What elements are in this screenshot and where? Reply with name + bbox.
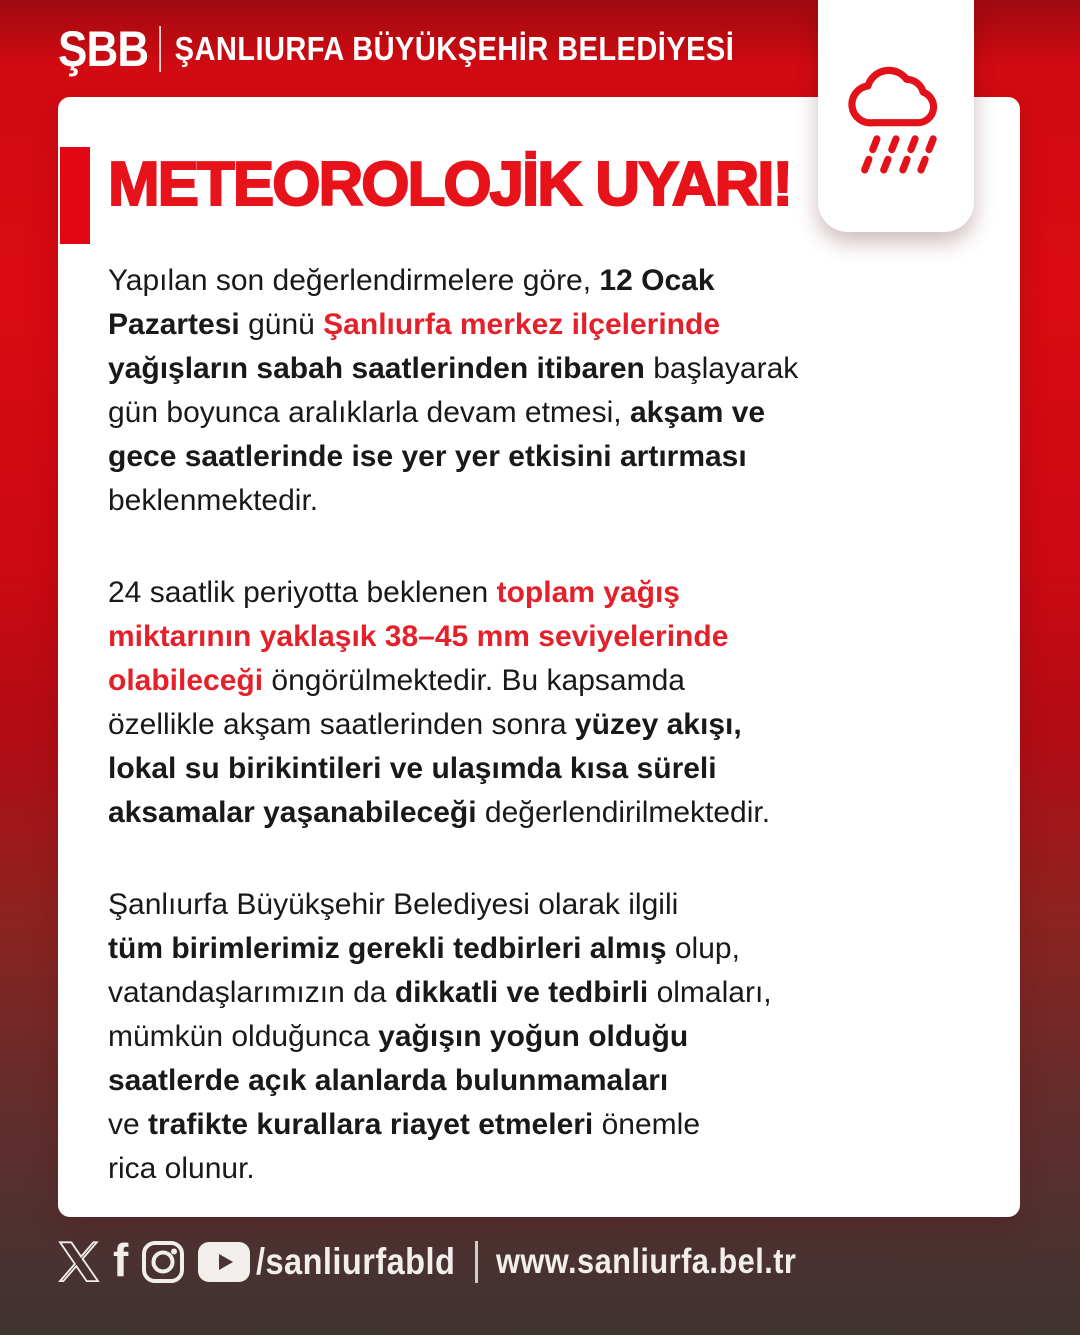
text-line (108, 703, 988, 747)
text-segment: Şanlıurfa merkez ilçelerinde (323, 308, 721, 341)
footer-divider (475, 1241, 478, 1283)
warning-card (58, 97, 1020, 1217)
text-segment: önemle (593, 1108, 701, 1141)
social-handle[interactable]: /sanliurfabld (256, 1241, 456, 1282)
text-line (108, 347, 988, 391)
paragraph (108, 883, 988, 1191)
text-segment: miktarının yaklaşık 38–45 mm seviyelerinde (108, 620, 729, 653)
sbb-logo: ŞBB (58, 21, 149, 77)
weather-icon-tab (818, 0, 974, 232)
x-icon[interactable] (58, 1241, 100, 1283)
text-segment: gün boyunca aralıklarla devam etmesi, (108, 396, 630, 429)
text-segment: trafikte kurallara riayet etmeleri (148, 1108, 594, 1141)
text-segment: 12 Ocak (599, 264, 715, 297)
text-segment: Şanlıurfa Büyükşehir Belediyesi olarak ilgili (108, 888, 679, 921)
text-segment: tüm birimlerimiz gerekli tedbirleri almış (108, 932, 667, 965)
organization-name: ŞANLIURFA BÜYÜKŞEHİR BELEDİYESİ (174, 30, 735, 67)
text-line (108, 303, 988, 347)
text-line (108, 1103, 988, 1147)
header-divider (159, 26, 161, 72)
text-segment: günü (239, 308, 324, 341)
text-segment: olup, (666, 932, 740, 965)
text-segment: rica olunur. (108, 1152, 255, 1185)
text-line (108, 479, 988, 523)
cloud-rain-icon (834, 49, 958, 183)
facebook-icon[interactable]: f (113, 1234, 129, 1286)
text-segment: gece saatlerinde ise yer yer etkisini artırması (108, 440, 747, 473)
text-segment: saatlerde açık alanlarda bulunmamaları (108, 1064, 669, 1097)
text-segment: yüzey akışı, (574, 708, 742, 741)
text-segment: mümkün olduğunca (108, 1020, 379, 1053)
text-line (108, 971, 988, 1015)
text-segment: 24 saatlik periyotta beklenen (108, 576, 497, 609)
page-title: METEOROLOJİK UYARI! (108, 150, 792, 219)
text-segment: yağışın yoğun olduğu (378, 1020, 689, 1053)
paragraph (108, 571, 988, 835)
text-line (108, 435, 988, 479)
website-url[interactable]: www.sanliurfa.bel.tr (495, 1242, 797, 1281)
text-segment: beklenmektedir. (108, 484, 319, 517)
text-segment: vatandaşlarımızın da (108, 976, 395, 1009)
text-segment: toplam yağış (496, 576, 680, 609)
instagram-icon[interactable] (141, 1240, 185, 1284)
text-line (108, 747, 988, 791)
text-segment: özellikle akşam saatlerinden sonra (108, 708, 575, 741)
youtube-icon[interactable] (198, 1242, 250, 1282)
text-line (108, 659, 988, 703)
text-segment: Pazartesi (108, 308, 240, 341)
text-line (108, 883, 988, 927)
footer (58, 1234, 837, 1286)
text-segment: akşam ve (629, 396, 766, 429)
text-line (108, 259, 988, 303)
header (58, 20, 734, 78)
text-line (108, 791, 988, 835)
text-segment: olmaları, (648, 976, 772, 1009)
text-line (108, 927, 988, 971)
paragraph (108, 259, 988, 523)
text-line (108, 391, 988, 435)
title-accent-bar (60, 147, 90, 244)
text-line (108, 615, 988, 659)
text-segment: başlayarak (644, 352, 799, 385)
warning-body (108, 259, 988, 1239)
text-line (108, 1147, 988, 1191)
text-line (108, 571, 988, 615)
text-segment: ve (108, 1108, 149, 1141)
text-segment: öngörülmektedir. Bu kapsamda (263, 664, 685, 697)
social-icons (58, 1234, 250, 1286)
text-line (108, 1015, 988, 1059)
text-segment: dikkatli ve tedbirli (394, 976, 649, 1009)
text-segment: lokal su birikintileri ve ulaşımda kısa süreli (108, 752, 717, 785)
text-segment: olabileceği (108, 664, 264, 697)
text-segment: Yapılan son değerlendirmelere göre, (108, 264, 600, 297)
text-segment: yağışların sabah saatlerinden itibaren (108, 352, 645, 385)
text-segment: aksamalar yaşanabileceği (108, 796, 477, 829)
text-line (108, 1059, 988, 1103)
text-segment: değerlendirilmektedir. (476, 796, 771, 829)
